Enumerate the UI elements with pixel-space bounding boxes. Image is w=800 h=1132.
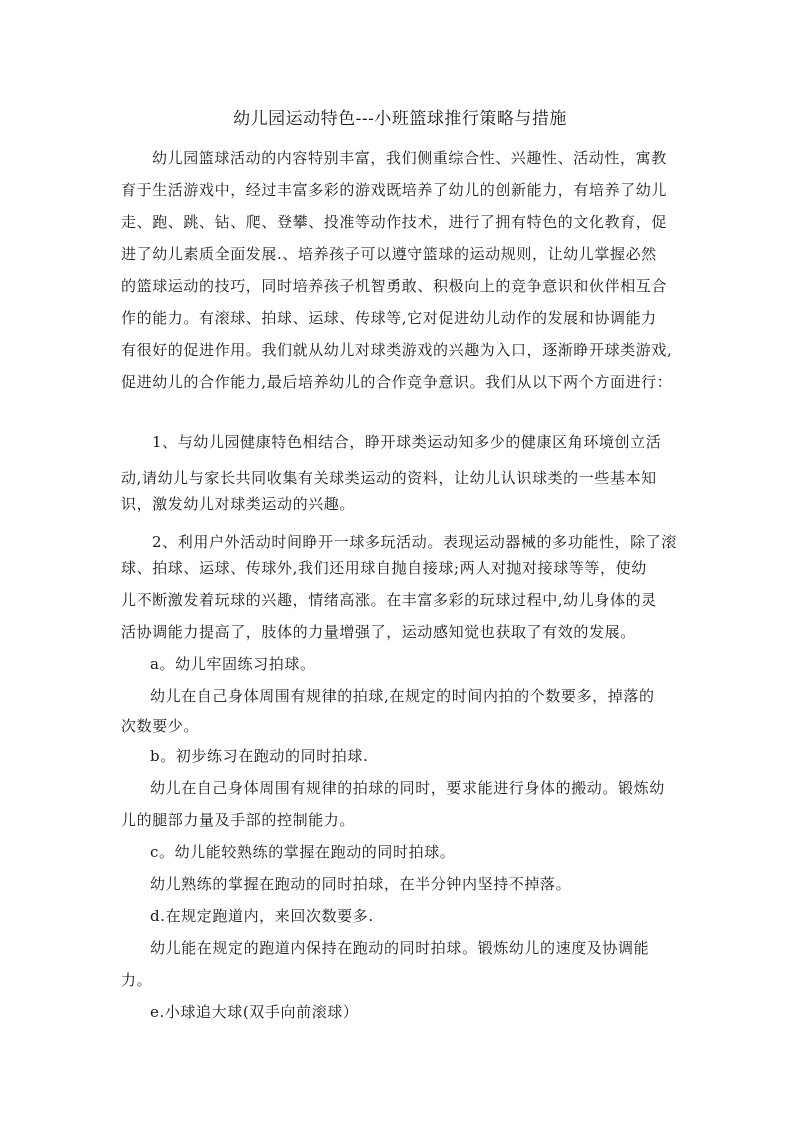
page-title: 幼儿园运动特色---小班篮球推行策略与措施 [233, 109, 567, 129]
item-d-body: 幼儿能在规定的跑道内保持在跑动的同时拍球。锻炼幼儿的速度及协调能 [150, 939, 650, 957]
item-b-body: 儿的腿部力量及手部的控制能力。 [121, 811, 356, 829]
intro-line: 作的能力。有滚球、拍球、运球、传球等,它对促进幼儿动作的发展和协调能力 [121, 309, 657, 327]
intro-line: 走、跑、跳、钻、爬、登攀、投准等动作技术，进行了拥有特色的文化教育，促 [121, 213, 668, 231]
intro-line: 的篮球运动的技巧，同时培养孩子机智勇敢、积极向上的竞争意识和伙伴相互合 [121, 277, 668, 295]
item-a-body: 次数要少。 [121, 717, 200, 735]
intro-line: 进了幼儿素质全面发展.、培养孩子可以遵守篮球的运动规则，让幼儿掌握必然 [121, 245, 657, 263]
section2-line: 儿不断激发着玩球的兴趣，情绪高涨。在丰富多彩的玩球过程中,幼儿身体的灵 [121, 591, 657, 609]
item-c-heading: c。幼儿能较熟练的掌握在跑动的同时拍球。 [150, 843, 456, 861]
item-e-heading: e.小球追大球(双手向前滚球） [150, 1003, 359, 1021]
section2-line: 活协调能力提高了，肢体的力量增强了，运动感知觉也获取了有效的发展。 [121, 623, 636, 641]
section1-line: 动,请幼儿与家长共同收集有关球类运动的资料，让幼儿认识球类的一些基本知 [121, 469, 657, 487]
item-b-body: 幼儿在自己身体周围有规律的拍球的同时，要求能进行身体的搬动。锻炼幼 [150, 779, 665, 797]
section1-line: 1、与幼儿园健康特色相结合，睁开球类运动知多少的健康区角环境创立活 [152, 433, 662, 451]
section2-line: 球、拍球、运球、传球外,我们还用球自抛自接球;两人对抛对接球等等，使幼 [121, 559, 647, 577]
section2-line: 2、利用户外活动时间睁开一球多玩活动。表现运动器械的多功能性，除了滚 [152, 533, 677, 551]
intro-line: 育于生活游戏中，经过丰富多彩的游戏既培养了幼儿的创新能力，有培养了幼儿 [121, 181, 668, 199]
item-d-body: 力。 [121, 971, 153, 989]
item-b-heading: b。初步练习在跑动的同时拍球. [150, 747, 369, 765]
item-a-body: 幼儿在自己身体周围有规律的拍球,在规定的时间内拍的个数要多，掉落的 [150, 687, 655, 705]
intro-line: 有很好的促进作用。我们就从幼儿对球类游戏的兴趣为入口，逐渐睁开球类游戏, [121, 341, 673, 359]
intro-line: 幼儿园篮球活动的内容特别丰富，我们侧重综合性、兴趣性、活动性，寓教 [152, 149, 667, 167]
intro-line: 促进幼儿的合作能力,最后培养幼儿的合作竞争意识。我们从以下两个方面进行： [121, 373, 673, 391]
item-a-heading: a。幼儿牢固练习拍球。 [150, 655, 316, 673]
section1-line: 识，激发幼儿对球类运动的兴趣。 [121, 495, 356, 513]
item-c-body: 幼儿熟练的掌握在跑动的同时拍球，在半分钟内坚持不掉落。 [150, 875, 572, 893]
item-d-heading: d.在规定跑道内，来回次数要多. [150, 907, 374, 925]
